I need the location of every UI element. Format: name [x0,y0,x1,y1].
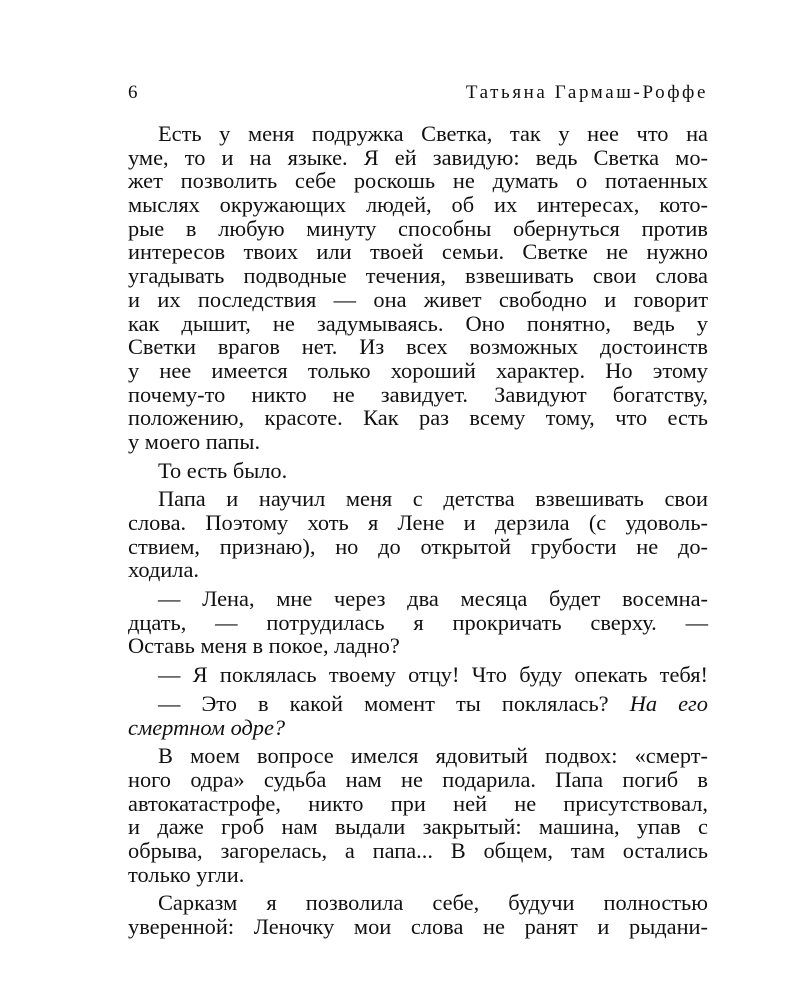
text-line: То есть было. [158,457,288,483]
text-line: только угли. [128,861,245,887]
paragraph [128,459,708,483]
text-line: В моем вопросе имелся ядовитый подвох: «смерт- [158,743,708,769]
italic-text-line: смертном одре? [128,714,286,740]
text-line: слова. Поэтому хоть я Лене и дерзила (с удоволь- [128,510,708,535]
text-line: — Лена, мне через два месяца будет восемна- [158,586,708,612]
text-line: Папа и научил меня с детства взвешивать свои [158,486,708,512]
text-line: жет позволить себе роскошь не думать о потаенных [128,168,708,194]
text-line: интересов твоих или твоей семьи. Светке не нужно [128,239,708,265]
dialogue-text: — Это в какой момент ты поклялась? [158,690,609,716]
text-line [128,692,708,716]
text-line: Есть у меня подружка Светка, так у нее что на [158,121,708,146]
text-line: Сарказм я позволила себе, будучи полностью [158,890,708,916]
text-line: автокатастрофе, никто при ней не присутствовал, [128,790,708,816]
text-line: — Я поклялась твоему отцу! Что буду опекать тебя! [158,662,708,688]
paragraph [128,744,708,886]
dialogue-paragraph [128,663,708,687]
running-header [128,82,708,122]
dialogue-paragraph [128,692,708,739]
text-line: Оставь меня в покое, ладно? [128,633,400,659]
text-line: обрыва, загорелась, а папа... В общем, там остались [128,837,708,863]
text-line: ствием, признаю), но до открытой грубости не до- [128,533,708,559]
page-number: 6 [128,82,138,103]
paragraph [128,487,708,582]
text-line: как дышит, не задумываясь. Оно понятно, ведь у [128,310,708,336]
text-line: мыслях окружающих людей, об их интересах, кото- [128,192,708,218]
text-line: ходила. [128,557,199,583]
text-line: уверенной: Леночку мои слова не ранят и рыдани- [128,914,708,939]
book-page [128,82,708,939]
text-line: уме, то и на языке. Я ей завидую: ведь Светка мо- [128,144,708,170]
text-line: рые в любую минуту способны обернуться против [128,215,708,241]
text-line: положению, красоте. Как раз всему тому, что есть [128,405,708,431]
text-line: угадывать подводные течения, взвешивать свои слова [128,263,708,289]
header-author: Татьяна Гармаш-Роффе [465,82,708,103]
text-line: почему-то никто не завидует. Завидуют богатству, [128,381,708,407]
text-line: у моего папы. [128,428,261,454]
text-body [128,122,708,939]
text-line: ного одра» судьба нам не подарила. Папа погиб в [128,766,708,792]
italic-text: На его [629,690,708,716]
text-line: дцать, — потрудилась я прокричать сверху. — [128,609,708,635]
paragraph [128,891,708,938]
text-line: и даже гроб нам выдали закрытый: машина, упав с [128,814,708,840]
paragraph [128,122,708,454]
text-line: Светки врагов нет. Из всех возможных достоинств [128,334,708,360]
text-line: у нее имеется только хороший характер. Но этому [128,357,708,383]
dialogue-paragraph [128,587,708,658]
text-line: и их последствия — она живет свободно и говорит [128,286,708,312]
